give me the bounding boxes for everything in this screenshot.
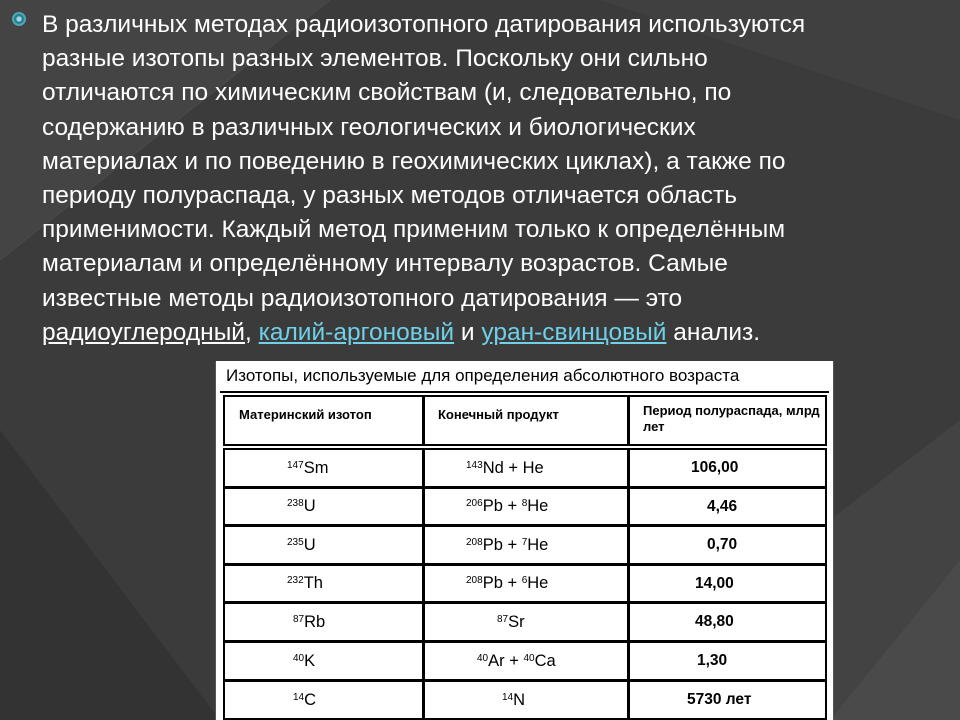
tail-text: анализ. bbox=[666, 318, 761, 346]
element-symbol: Pb + bbox=[482, 574, 522, 592]
table-row bbox=[223, 641, 827, 681]
paragraph-line: материалах и по поведению в геохимических циклах), а также по bbox=[42, 147, 786, 175]
parent-isotope-cell bbox=[223, 564, 425, 603]
paragraph-line: отличаются по химическим свойствам (и, следовательно, по bbox=[42, 79, 732, 107]
element-symbol: He bbox=[527, 574, 549, 592]
element-symbol: U bbox=[303, 497, 316, 515]
product-cell bbox=[422, 680, 630, 720]
paragraph-line: применимости. Каждый метод применим только к определённым bbox=[42, 216, 786, 244]
table-header-row bbox=[223, 395, 827, 446]
paragraph-line: периоду полураспада, у разных методов отличается область bbox=[42, 182, 738, 210]
element-symbol: Nd + He bbox=[482, 458, 544, 477]
element-symbol: Sr bbox=[508, 612, 525, 631]
product-cell bbox=[422, 641, 630, 681]
mass-number: 208 bbox=[466, 575, 483, 586]
table-row bbox=[223, 602, 827, 642]
mass-number: 232 bbox=[287, 575, 304, 586]
mass-number: 147 bbox=[287, 459, 304, 471]
product-cell bbox=[422, 487, 630, 526]
table-row bbox=[223, 525, 827, 565]
element-symbol: K bbox=[304, 651, 316, 670]
table-row bbox=[223, 564, 827, 603]
header-parent: Материнский изотоп bbox=[223, 395, 425, 446]
isotope-table-image bbox=[215, 361, 834, 720]
paragraph-line: разные изотопы разных элементов. Поскольку они сильно bbox=[42, 45, 708, 73]
element-symbol: N bbox=[513, 690, 526, 709]
bullet-icon bbox=[12, 12, 26, 26]
halflife-cell: 0,70 bbox=[627, 525, 827, 565]
product-cell bbox=[422, 448, 630, 488]
element-symbol: Th bbox=[303, 574, 323, 592]
mass-number: 6 bbox=[521, 575, 528, 586]
mass-number: 206 bbox=[466, 498, 483, 509]
element-symbol: Sm bbox=[303, 458, 329, 477]
parent-isotope-cell bbox=[223, 448, 425, 488]
mass-number: 87 bbox=[497, 613, 509, 625]
halflife-cell: 48,80 bbox=[627, 602, 827, 642]
caption-divider bbox=[220, 391, 829, 393]
header-halflife: Период полураспада, млрд лет bbox=[627, 395, 827, 446]
uranium-lead-link[interactable]: уран-свинцовый bbox=[481, 318, 667, 346]
product-cell bbox=[422, 564, 630, 603]
parent-isotope-cell bbox=[223, 525, 425, 565]
header-product: Конечный продукт bbox=[422, 395, 630, 446]
potassium-argon-link[interactable]: калий-аргоновый bbox=[258, 318, 455, 346]
mass-number: 40 bbox=[523, 652, 535, 664]
paragraph-line: материалам и определённому интервалу возрастов. Самые bbox=[42, 250, 728, 278]
mass-number: 40 bbox=[477, 652, 489, 664]
separator-text: , bbox=[245, 318, 259, 346]
paragraph-line: содержанию в различных геологических и биологических bbox=[42, 113, 696, 141]
parent-isotope-cell bbox=[223, 487, 425, 526]
element-symbol: He bbox=[527, 535, 549, 554]
mass-number: 14 bbox=[293, 691, 305, 703]
product-cell bbox=[422, 602, 630, 642]
table-row bbox=[223, 448, 827, 488]
halflife-cell: 5730 лет bbox=[627, 680, 827, 720]
mass-number: 87 bbox=[293, 613, 305, 625]
element-symbol: C bbox=[304, 690, 317, 709]
parent-isotope-cell bbox=[223, 602, 425, 642]
radiocarbon-link[interactable]: радиоуглеродный bbox=[42, 318, 245, 346]
parent-isotope-cell bbox=[223, 641, 425, 681]
element-symbol: Rb bbox=[304, 612, 326, 631]
mass-number: 238 bbox=[287, 498, 304, 509]
separator-text: и bbox=[454, 318, 482, 346]
mass-number: 40 bbox=[293, 652, 305, 664]
halflife-cell: 1,30 bbox=[627, 641, 827, 681]
mass-number: 143 bbox=[466, 459, 483, 471]
mass-number: 235 bbox=[287, 536, 304, 548]
halflife-cell: 4,46 bbox=[627, 487, 827, 526]
table-row bbox=[223, 487, 827, 526]
mass-number: 208 bbox=[466, 536, 483, 548]
product-cell bbox=[422, 525, 630, 565]
mass-number: 14 bbox=[502, 691, 514, 703]
element-symbol: He bbox=[527, 497, 549, 515]
element-symbol: Pb + bbox=[482, 497, 522, 515]
body-paragraph bbox=[42, 8, 947, 350]
table-row bbox=[223, 680, 827, 720]
mass-number: 7 bbox=[521, 536, 528, 548]
element-symbol: U bbox=[303, 535, 316, 554]
mass-number: 8 bbox=[521, 498, 528, 509]
halflife-cell: 106,00 bbox=[627, 448, 827, 488]
element-symbol: Ar + bbox=[488, 651, 524, 670]
table-caption: Изотопы, используемые для определения абсолютного возраста bbox=[226, 366, 740, 385]
parent-isotope-cell bbox=[223, 680, 425, 720]
paragraph-last-line bbox=[42, 316, 947, 350]
halflife-cell: 14,00 bbox=[627, 564, 827, 603]
paragraph-line: известные методы радиоизотопного датирования — это bbox=[42, 284, 683, 312]
element-symbol: Pb + bbox=[482, 535, 522, 554]
paragraph-line: В различных методах радиоизотопного датирования используются bbox=[42, 11, 806, 38]
element-symbol: Ca bbox=[534, 651, 556, 670]
